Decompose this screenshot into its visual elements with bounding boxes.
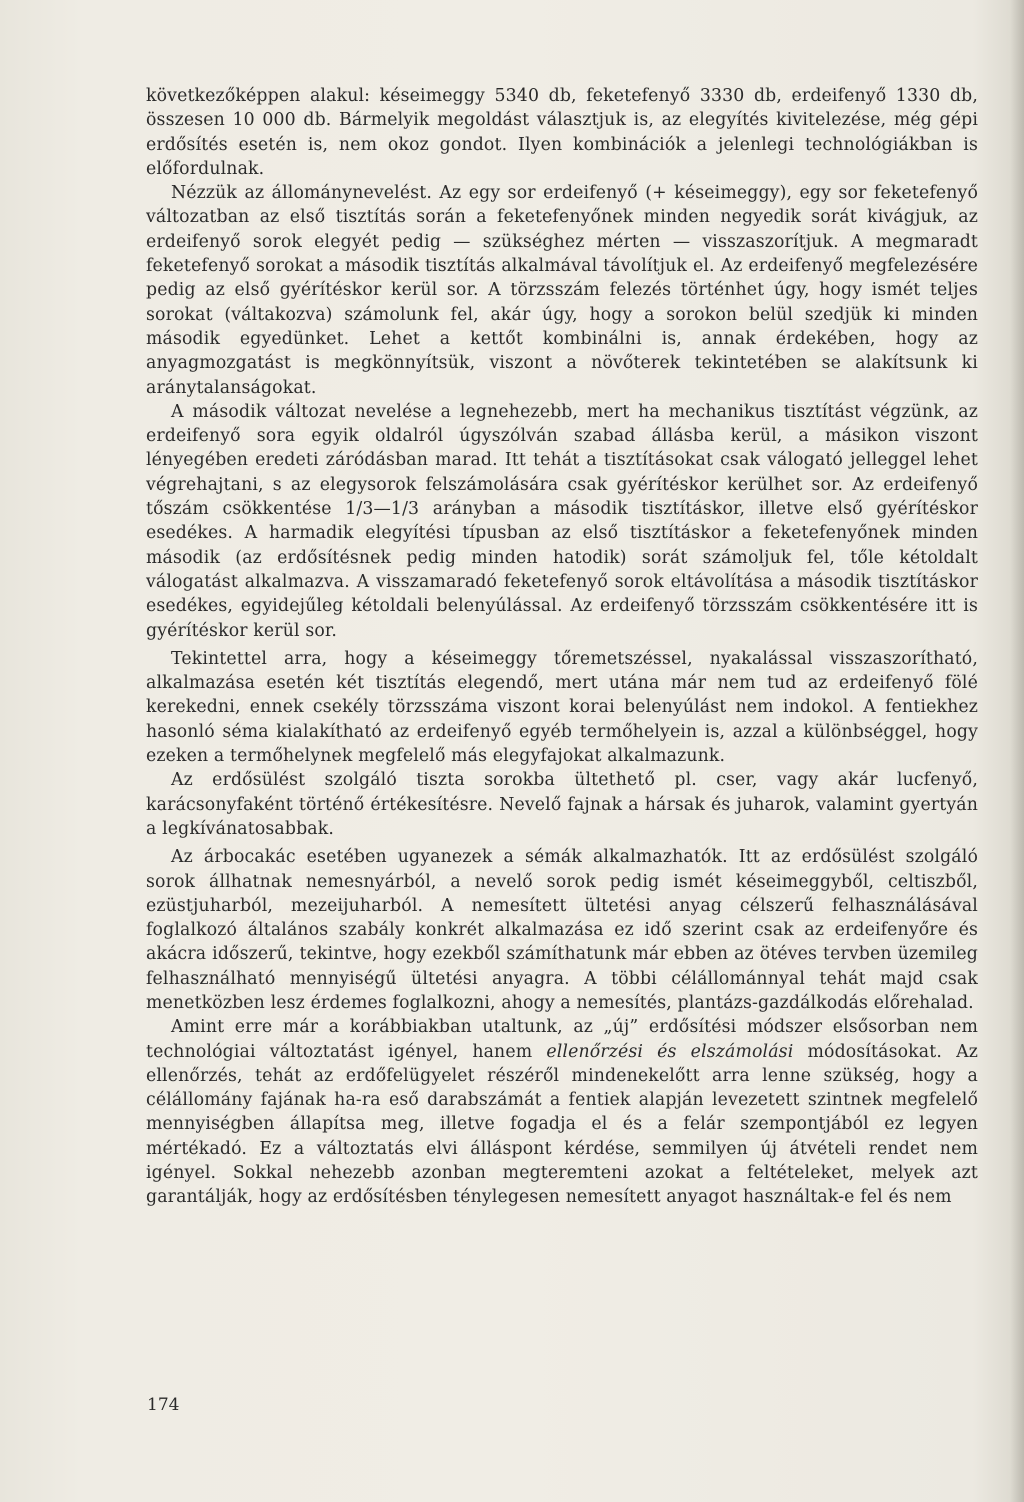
paragraph-4: Tekintettel arra, hogy a késeimeggy tőremetszéssel, nyakalással visszaszorítható, alkalmazása esetén két tisztítás elegendő, mert utána már nem tud az erdeifenyő fölé kerekedni, ennek csekély törzsszáma viszont korai belenyúlást nem indokol. A fentiekhez hasonló séma kialakítható az erdeifenyő egyéb termőhelyein is, azzal a különbséggel, hogy ezeken a termőhelynek megfelelő más elegyfajokat alkalmazunk. <box>146 648 978 767</box>
paragraph-2: Nézzük az állománynevelést. Az egy sor erdeifenyő (+ késeimeggy), egy sor feketefenyő változatban az első tisztítás során a feketefenyőnek minden negyedik sorát kivágjuk, az erdeifenyő sorok elegyét pedig — szükséghez mérten — visszaszorítjuk. A megmaradt feketefenyő sorokat a második tisztítás alkalmával távolítjuk el. Az erdeifenyő megfelezésére pedig az első gyérítéskor kerül sor. A törzsszám felezés történhet úgy, hogy ismét teljes sorokat (váltakozva) számolunk fel, akár úgy, hogy a sorokon belül szedjük ki minden második egyedünket. Lehet a kettőt kombinálni is, annak érdekében, hogy az anyagmozgatást is megkönnyítsük, viszont a növőterek tekintetében se alakítsunk ki aránytalanságokat. <box>146 183 978 398</box>
paragraph-3: A második változat nevelése a legnehezebb, mert ha mechanikus tisztítást végzünk, az erdeifenyő sora egyik oldalról úgyszólván szabad állásba kerül, a másikon viszont lényegében eredeti záródásban marad. Itt tehát a tisztításokat csak válogató jelleggel lehet végrehajtani, s az elegysorok felszámolására csak gyérítéskor kerülhet sor. Az erdeifenyő tőszám csökkentése 1/3—1/3 arányban a második tisztításkor, illetve első gyérítéskor esedékes. A harmadik elegyítési típusban az első tisztításkor a feketefenyőnek minden második (az erdősítésnek pedig minden hatodik) sorát számoljuk fel, tőle kétoldalt válogatást alkalmazva. A visszamaradó feketefenyő sorok eltávolítása a második tisztításkor esedékes, egyidejűleg kétoldali belenyúlással. Az erdeifenyő törzsszám csökkentésére itt is gyérítéskor kerül sor. <box>146 401 978 641</box>
paragraph-7-end: módosításokat. Az ellenőrzés, tehát az erdőfelügyelet részéről mindenekelőtt arra lenne szükség, hogy a célállomány fajának ha-ra eső darabszámát a fentiek alapján levezetett szintnek megfelelő mennyiségben állapítsa meg, illetve fogadja el és a felár szempontjából ez legyen mértékadó. Ez a változtatás elvi álláspont kérdése, semmilyen új átvételi rendet nem igényel. Sokkal nehezebb azonban megteremteni azokat a feltételeket, melyek azt garantálják, hogy az erdősítésben ténylegesen nemesített anyagot használtak-e fel és nem <box>146 1041 978 1208</box>
page-edge-shadow <box>1010 0 1024 1502</box>
paragraph-1: következőképpen alakul: késeimeggy 5340 db, feketefenyő 3330 db, erdeifenyő 1330 db, összesen 10 000 db. Bármelyik megoldást választjuk is, az elegyítés kivitelezése, még gépi erdősítés esetén is, nem okoz gondot. Ilyen kombinációk a jelenlegi technológiákban is előfordulnak. <box>146 86 978 179</box>
paragraph-5: Az erdősülést szolgáló tiszta sorokba ültethető pl. cser, vagy akár lucfenyő, karácsonyfaként történő értékesítésre. Nevelő fajnak a hársak és juharok, valamint gyertyán a legkívánatosabbak. <box>146 770 978 839</box>
body-text <box>146 84 978 1210</box>
paragraph-7-start: Amint erre már a korábbiakban utaltunk, az „új” erdősítési módszer elsősorban nem technológiai változtatást igényel, hanem <box>146 1017 978 1062</box>
paragraph-6: Az árbocakác esetében ugyanezek a sémák alkalmazhatók. Itt az erdősülést szolgáló sorok állhatnak nemesnyárból, a nevelő sorok pedig ismét késeimeggyből, celtiszből, ezüstjuharból, mezeijuharból. A nemesített ültetési anyag célszerű felhasználásával foglalkozó általános szabály konkrét alkalmazása ez idő szerint csak az erdeifenyőre és akácra időszerű, tekintve, hogy ezekből számíthatunk már ebben az ötéves tervben üzemileg felhasználható mennyiségű ültetési anyagra. A többi célállománnyal tehát majd csak menetközben lesz érdemes foglalkozni, ahogy a nemesítés, plantázs-gazdálkodás előrehalad. <box>146 847 978 1013</box>
page-number: 174 <box>147 1395 180 1415</box>
paragraph-7 <box>146 1015 978 1209</box>
paragraph-7-italic: ellenőrzési és elszámolási <box>546 1041 794 1062</box>
